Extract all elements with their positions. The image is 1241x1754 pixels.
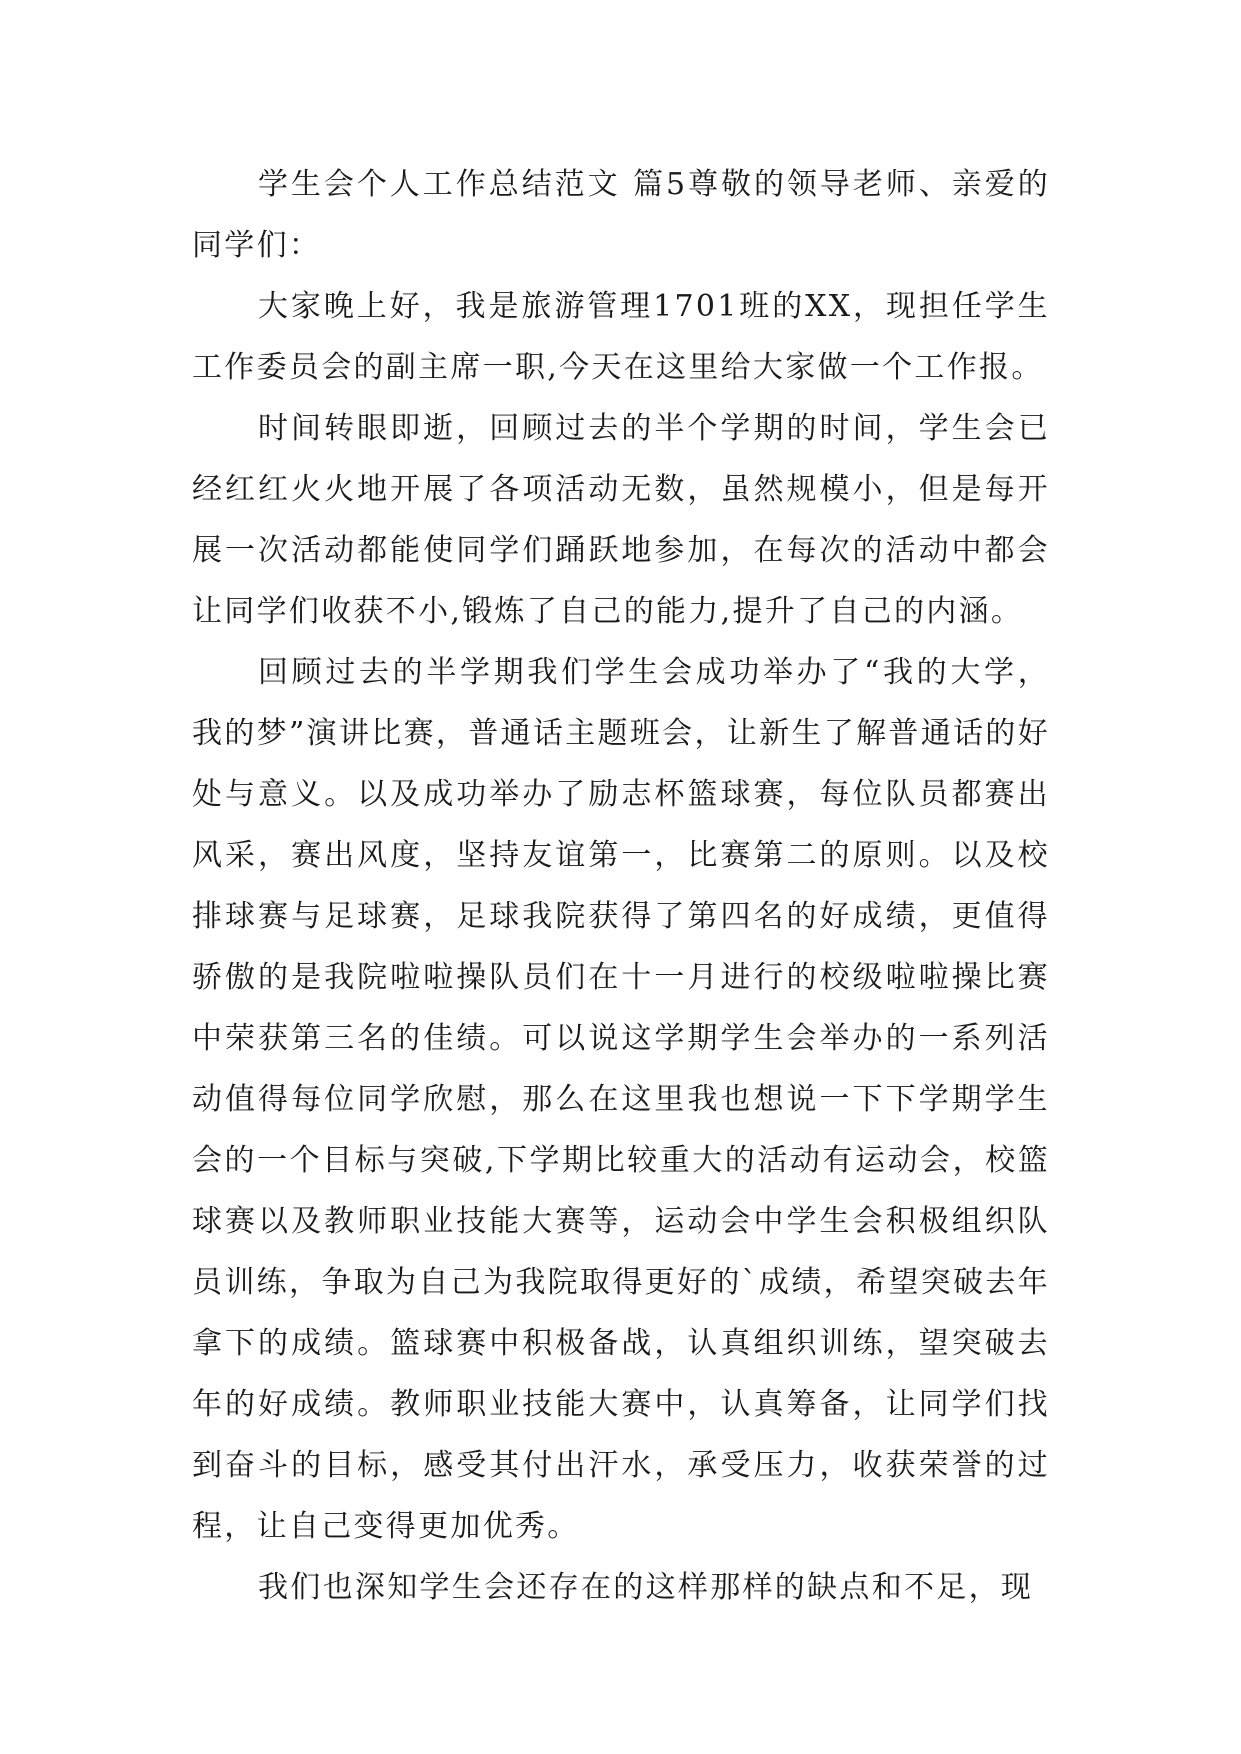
document-body bbox=[192, 154, 1050, 1618]
paragraph-activities-and-goals: 回顾过去的半学期我们学生会成功举办了“我的大学，我的梦”演讲比赛，普通话主题班会，让新生了解普通话的好处与意义。以及成功举办了励志杯篮球赛，每位队员都赛出风采，赛出风度，坚持友谊第一，比赛第二的原则。以及校排球赛与足球赛，足球我院获得了第四名的好成绩，更值得骄傲的是我院啦啦操队员们在十一月进行的校级啦啦操比赛中荣获第三名的佳绩。可以说这学期学生会举办的一系列活动值得每位同学欣慰，那么在这里我也想说一下下学期学生会的一个目标与突破,下学期比较重大的活动有运动会，校篮球赛以及教师职业技能大赛等，运动会中学生会积极组织队员训练，争取为自己为我院取得更好的`成绩，希望突破去年拿下的成绩。篮球赛中积极备战，认真组织训练，望突破去年的好成绩。教师职业技能大赛中，认真筹备，让同学们找到奋斗的目标，感受其付出汗水，承受压力，收获荣誉的过程，让自己变得更加优秀。 bbox=[192, 655, 1050, 1544]
paragraph-self-introduction: 大家晚上好，我是旅游管理1701班的XX，现担任学生工作委员会的副主席一职,今天在这里给大家做一个工作报。 bbox=[192, 289, 1050, 385]
paragraph-shortcomings: 我们也深知学生会还存在的这样那样的缺点和不足，现 bbox=[258, 1570, 1034, 1605]
paragraph-title-greeting: 学生会个人工作总结范文 篇5尊敬的领导老师、亲爱的同学们： bbox=[192, 167, 1050, 263]
paragraph-semester-review: 时间转眼即逝，回顾过去的半个学期的时间，学生会已经红红火火地开展了各项活动无数，虽然规模小，但是每开展一次活动都能使同学们踊跃地参加，在每次的活动中都会让同学们收获不小,锻炼了自己的能力,提升了自己的内涵。 bbox=[192, 411, 1050, 629]
